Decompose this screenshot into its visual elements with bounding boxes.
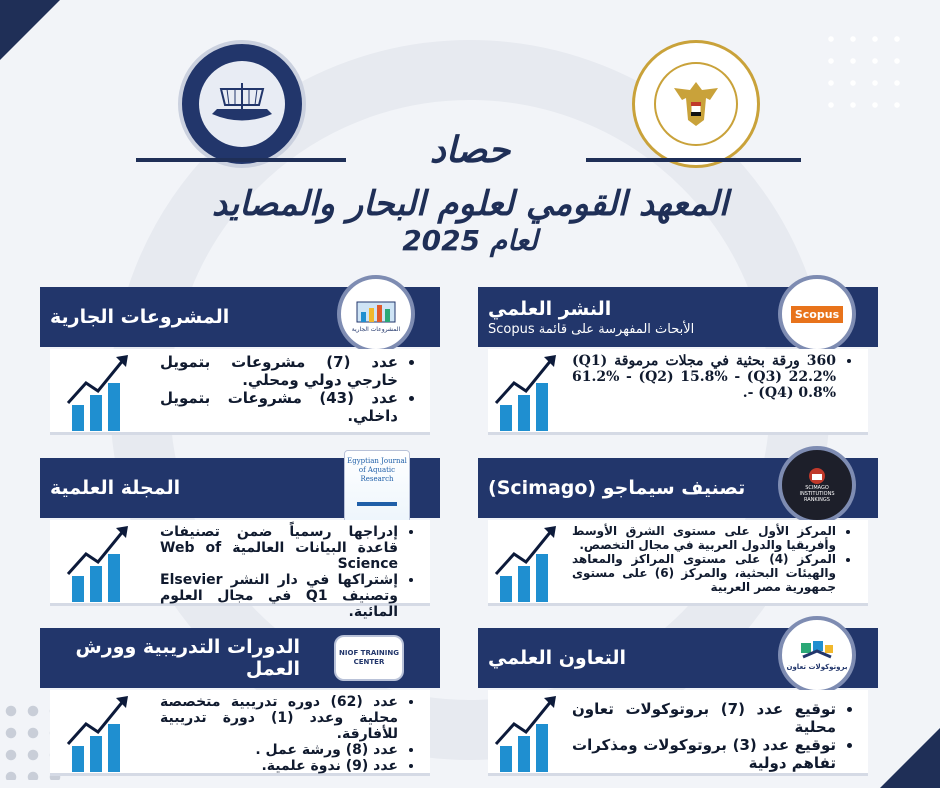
growth-chart-icon bbox=[64, 524, 134, 604]
list-item: • إشتراكها في دار النشر Elsevier وتصنيف Q1 في مجال العلوم المائية. bbox=[160, 572, 398, 620]
growth-chart-icon bbox=[492, 353, 562, 433]
badge-label: Scopus bbox=[791, 306, 843, 323]
card-title: تصنيف سيماجو (Scimago) bbox=[488, 477, 746, 499]
list-item: • عدد (43) مشروعات بتمويل داخلي. bbox=[160, 389, 398, 425]
corner-decoration bbox=[0, 0, 60, 60]
corner-decoration bbox=[880, 728, 940, 788]
page-subtitle: المعهد القومي لعلوم البحار والمصايد bbox=[211, 184, 729, 224]
card-title: المشروعات الجارية bbox=[50, 306, 230, 328]
card-title: النشر العلمي bbox=[488, 297, 612, 320]
badge-label: SCIMAGO INSTITUTIONS RANKINGS bbox=[799, 485, 835, 503]
page-title: حصاد bbox=[429, 130, 511, 171]
eagle-icon bbox=[666, 74, 726, 134]
growth-chart-icon bbox=[64, 353, 134, 433]
card-title: المجلة العلمية bbox=[50, 477, 181, 499]
list-item: • عدد (8) ورشة عمل . bbox=[160, 742, 398, 758]
card-cooperation bbox=[478, 628, 878, 776]
badge-label: المشروعات الجارية bbox=[351, 326, 401, 333]
ship-icon bbox=[207, 79, 277, 129]
card-training bbox=[40, 628, 440, 776]
badge-label: بروتوكولات تعاون bbox=[786, 663, 848, 671]
card-subtitle: الأبحاث المفهرسة على قائمة Scopus bbox=[488, 321, 695, 337]
card-journal bbox=[40, 457, 440, 620]
list-item: • توقيع عدد (3) بروتوكولات ومذكرات تفاهم دولية bbox=[572, 736, 836, 772]
card-projects bbox=[40, 287, 440, 435]
growth-chart-icon bbox=[492, 694, 562, 774]
list-item: • إدراجها رسمياً ضمن تصنيفات قاعدة البيانات العالمية Web of Science bbox=[160, 524, 398, 572]
dots-pattern bbox=[820, 28, 910, 118]
growth-chart-icon bbox=[492, 524, 562, 604]
card-publishing bbox=[478, 287, 878, 435]
niof-training-logo bbox=[334, 635, 404, 681]
list-item: • 360 ورقة بحثية في مجلات مرموقة (Q1) 61.2% - (Q2) 15.8% - (Q3) 22.2% - (Q4) 0.8%. bbox=[572, 353, 836, 401]
handshake-icon bbox=[797, 639, 837, 663]
card-title: التعاون العلمي bbox=[488, 647, 626, 669]
list-item: • عدد (7) مشروعات بتمويل خارجي دولي ومحلي. bbox=[160, 353, 398, 389]
page-year: لعام 2025 bbox=[402, 224, 538, 257]
scopus-badge-icon bbox=[778, 275, 856, 353]
badge-label: Egyptian Journal of Aquatic Research bbox=[347, 457, 407, 483]
list-item: • توقيع عدد (7) بروتوكولات تعاون محلية bbox=[572, 700, 836, 736]
list-item: • المركز الأول على مستوى الشرق الأوسط وأفريقيا والدول العربية في مجال التخصص. bbox=[572, 524, 836, 552]
card-title: الدورات التدريبية وورش العمل bbox=[75, 636, 300, 680]
building-icon bbox=[805, 467, 829, 485]
badge-label: NIOF TRAINING CENTER bbox=[339, 649, 399, 666]
growth-chart-icon bbox=[64, 694, 134, 774]
list-item: • المركز (4) على مستوى المراكز والمعاهد والهيئات البحثية، والمركز (6) على مستوى جمهورية مصر العربية bbox=[572, 552, 836, 594]
list-item: • عدد (9) ندوة علمية. bbox=[160, 758, 398, 774]
scimago-badge-icon bbox=[778, 446, 856, 524]
list-item: • عدد (62) دوره تدريبية متخصصة محلية وعدد (1) دورة تدريبية للأفارقة. bbox=[160, 694, 398, 742]
projects-badge-icon bbox=[337, 275, 415, 353]
card-scimago bbox=[478, 458, 878, 606]
cooperation-badge-icon bbox=[778, 616, 856, 694]
